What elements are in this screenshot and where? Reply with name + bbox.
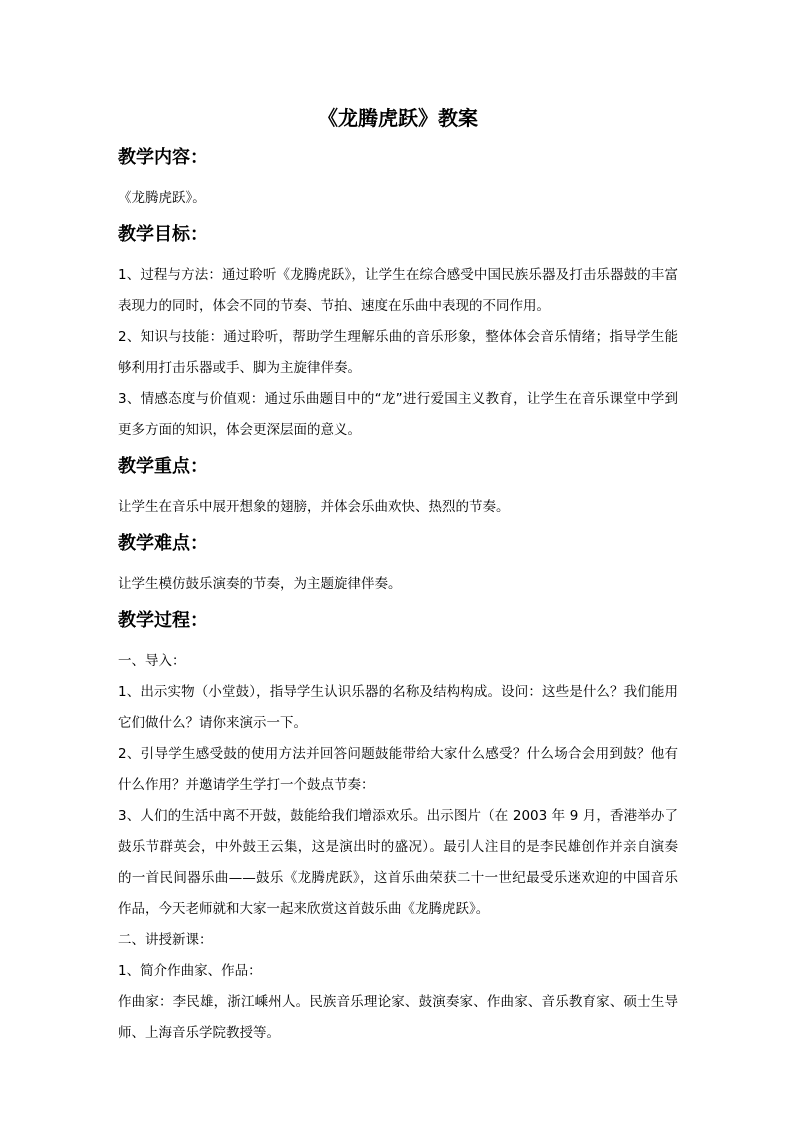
- paragraph: 让学生在音乐中展开想象的翅膀，并体会乐曲欢快、热烈的节奏。: [118, 499, 510, 515]
- paragraph: 1、简介作曲家、作品：: [118, 963, 262, 979]
- section-heading-process: 教学过程：: [118, 610, 208, 631]
- paragraph: 《龙腾虎跃》。: [118, 190, 206, 206]
- paragraph: 2、知识与技能：通过聆听，帮助学生理解乐曲的音乐形象，整体体会音乐情绪；指导学生能够利用打击乐器或手、脚为主旋律伴奏。: [118, 329, 678, 376]
- document-title: 《龙腾虎跃》教案: [318, 106, 478, 130]
- paragraph: 2、引导学生感受鼓的使用方法并回答问题鼓能带给大家什么感受？什么场合会用到鼓？他有什么作用？并邀请学生学打一个鼓点节奏：: [118, 746, 678, 793]
- paragraph: 1、过程与方法：通过聆听《龙腾虎跃》，让学生在综合感受中国民族乐器及打击乐器鼓的丰富表现力的同时，体会不同的节奏、节拍、速度在乐曲中表现的不同作用。: [118, 267, 678, 314]
- paragraph: 一、导入：: [118, 653, 186, 669]
- paragraph: 3、人们的生活中离不开鼓，鼓能给我们增添欢乐。出示图片（在 2003 年 9 月，香港举办了鼓乐节群英会，中外鼓王云集，这是演出时的盛况）。最引人注目的是李民雄创作并亲自演奏的一首民间器乐曲——鼓乐《龙腾虎跃》，这首乐曲荣获二十一世纪最受乐迷欢迎的中国音乐作品，今天老师就和大家一起来欣赏这首鼓乐曲《龙腾虎跃》。: [118, 808, 678, 917]
- section-heading-objectives: 教学目标：: [118, 224, 208, 245]
- paragraph: 3、情感态度与价值观：通过乐曲题目中的“龙”进行爱国主义教育，让学生在音乐课堂中学到更多方面的知识，体会更深层面的意义。: [118, 391, 678, 438]
- section-heading-difficulties: 教学难点：: [118, 533, 208, 554]
- paragraph: 二、讲授新课：: [118, 932, 213, 948]
- paragraph: 让学生模仿鼓乐演奏的节奏，为主题旋律伴奏。: [118, 576, 402, 592]
- paragraph: 1、出示实物（小堂鼓），指导学生认识乐器的名称及结构构成。设问：这些是什么？我们能用它们做什么？请你来演示一下。: [118, 684, 678, 731]
- section-heading-content: 教学内容：: [118, 147, 208, 168]
- section-heading-key-points: 教学重点：: [118, 456, 208, 477]
- paragraph: 作曲家：李民雄，浙江嵊州人。民族音乐理论家、鼓演奏家、作曲家、音乐教育家、硕士生导师、上海音乐学院教授等。: [118, 994, 678, 1041]
- document-body: [118, 103, 678, 1049]
